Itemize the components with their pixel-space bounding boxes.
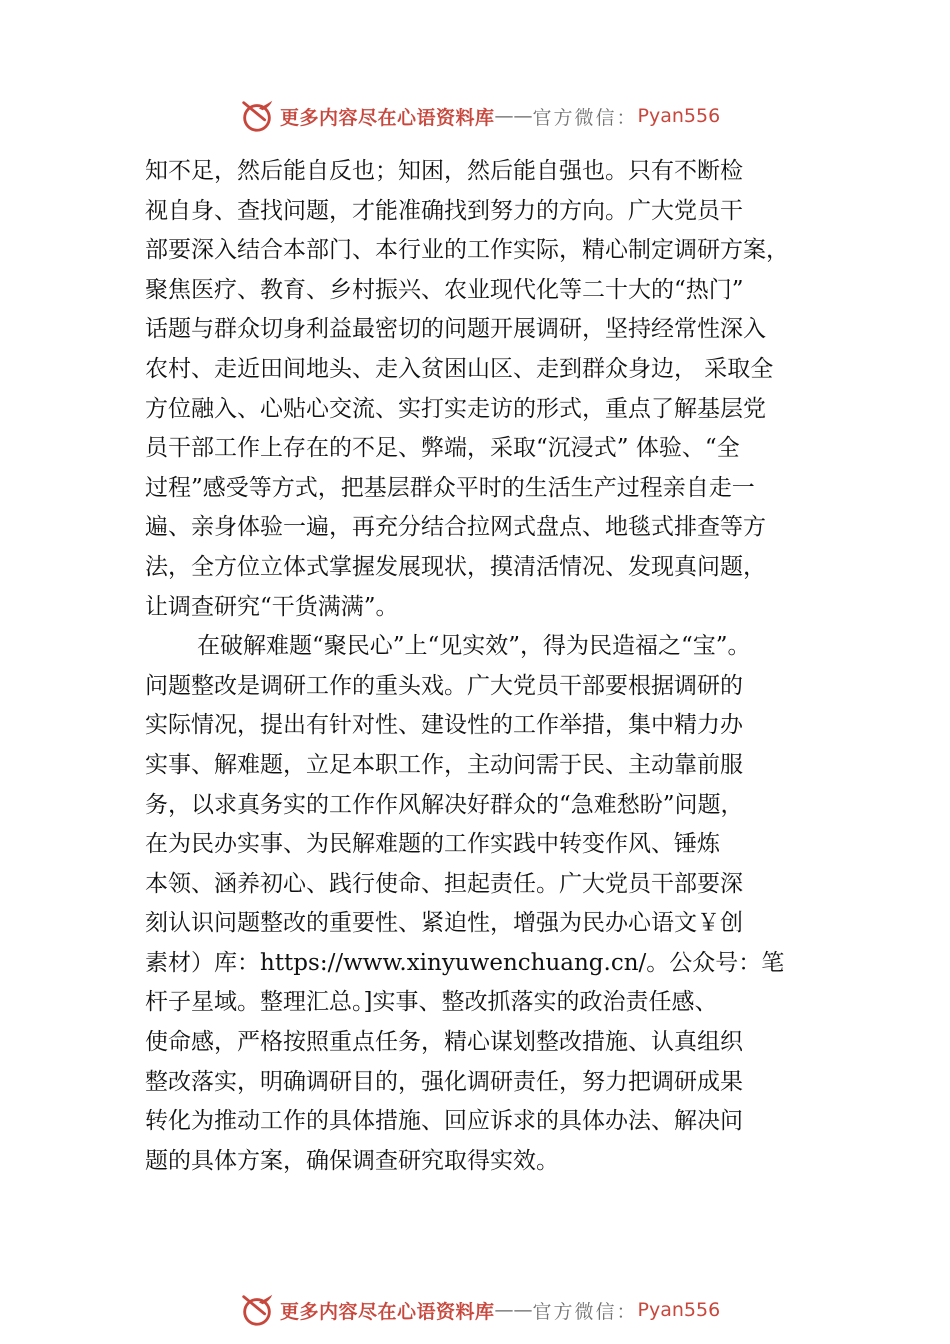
body-line: 刻认识问题整改的重要性、紧迫性，增强为民办心语文￥创	[145, 910, 743, 937]
footer-wechat-id: Pyan556	[637, 1299, 721, 1321]
body-line: 本领、涵养初心、践行使命、担起责任。广大党员干部要深	[145, 870, 743, 897]
body-line: 实际情况，提出有针对性、建设性的工作举措，集中精力办	[145, 712, 743, 739]
body-line: 使命感，严格按照重点任务，精心谋划整改措施、认真组织	[145, 1029, 743, 1056]
footer-dash: ——	[494, 1299, 533, 1321]
body-line: 遍、亲身体验一遍，再充分结合拉网式盘点、地毯式排查等方	[145, 514, 766, 541]
body-line: 务，以求真务实的工作作风解决好群众的“急难愁盼”问题，	[145, 791, 744, 818]
body-line: 法，全方位立体式掌握发展现状，摸清活情况、发现真问题，	[145, 553, 766, 580]
document-body	[145, 152, 835, 1181]
body-line: 知不足，然后能自反也；知困，然后能自强也。只有不断检	[145, 158, 743, 184]
body-line: 转化为推动工作的具体措施、回应诉求的具体办法、解决问	[145, 1108, 743, 1135]
body-line: 素材）库：https://www.xinyuwenchuang.cn/。公众号：笔	[145, 949, 785, 976]
header-title: 更多内容尽在心语资料库	[280, 106, 495, 129]
footer-label: 官方微信：	[532, 1300, 638, 1323]
body-line: 过程”感受等方式，把基层群众平时的生活生产过程亲自走一	[145, 474, 755, 501]
footer-title: 更多内容尽在心语资料库	[280, 1300, 495, 1323]
body-line: 聚焦医疗、教育、乡村振兴、农业现代化等二十大的“热门”	[145, 276, 744, 303]
header-label: 官方微信：	[532, 106, 638, 129]
body-line: 在为民办实事、为民解难题的工作实践中转变作风、锤炼	[145, 831, 720, 858]
body-line: 农村、走近田间地头、走入贫困山区、走到群众身边， 采取全	[145, 355, 774, 382]
body-line: 员干部工作上存在的不足、弊端，采取“沉浸式” 体验、“全	[145, 435, 740, 462]
body-line: 让调查研究“干货满满”。	[145, 593, 399, 620]
body-line: 实事、解难题，立足本职工作，主动问需于民、主动靠前服	[145, 751, 743, 778]
section-heading: 在破解难题“聚民心”上“见实效”，得为民造福之“宝”。	[197, 633, 751, 660]
body-line: 部要深入结合本部门、本行业的工作实际，精心制定调研方案，	[145, 237, 789, 264]
header-wechat-id: Pyan556	[637, 105, 721, 127]
body-line: 话题与群众切身利益最密切的问题开展调研，坚持经常性深入	[145, 316, 766, 343]
body-line: 问题整改是调研工作的重头戏。广大党员干部要根据调研的	[145, 672, 743, 699]
header-banner	[238, 96, 720, 136]
quill-logo-icon	[238, 1291, 276, 1329]
header-dash: ——	[494, 105, 533, 127]
body-line: 视自身、查找问题，才能准确找到努力的方向。广大党员干	[145, 197, 743, 224]
body-line: 整改落实，明确调研目的，强化调研责任，努力把调研成果	[145, 1068, 743, 1095]
body-line: 题的具体方案，确保调查研究取得实效。	[145, 1147, 559, 1174]
footer-banner	[238, 1290, 720, 1330]
quill-logo-icon	[238, 97, 276, 135]
body-line: 方位融入、心贴心交流、实打实走访的形式，重点了解基层党	[145, 395, 766, 422]
body-line: 杆子星域。整理汇总。]实事、整改抓落实的政治责任感、	[145, 989, 718, 1016]
